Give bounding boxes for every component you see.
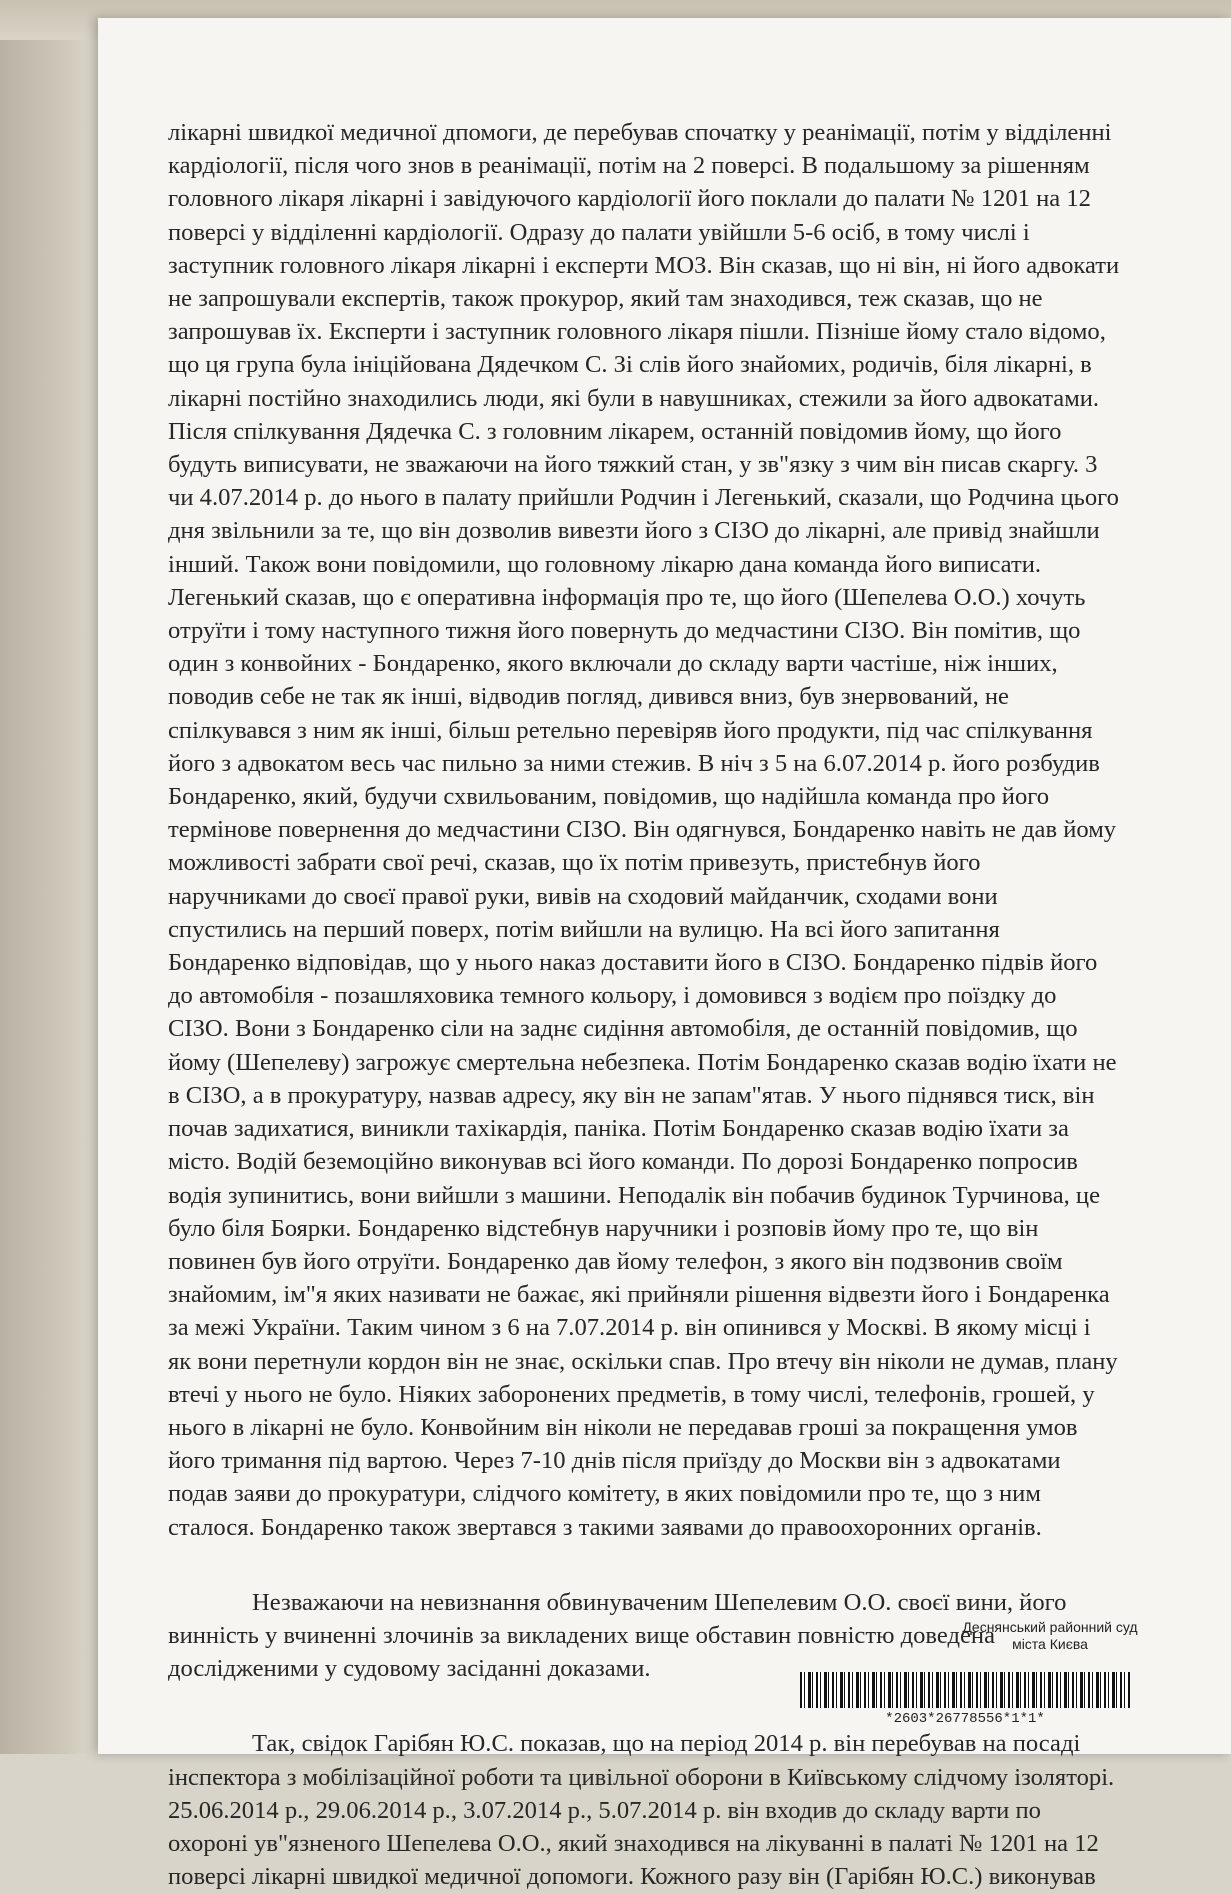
text-line: знайомим, ім"я яких називати не бажає, які прийняли рішення відвезти його і Бондаренка bbox=[168, 1281, 1110, 1309]
text-line: поверсі лікарні швидкої медичної допомоги. Кожного разу він (Гарібян Ю.С.) виконував bbox=[168, 1863, 1096, 1891]
court-city: міста Києва bbox=[1012, 1636, 1088, 1652]
text-line: поводив себе не так як інші, відводив погляд, дивився вниз, був знервований, не bbox=[168, 683, 1009, 711]
court-stamp bbox=[920, 1619, 1180, 1653]
text-line: поверсі у відділенні кардіології. Одразу до палати увійшли 5-6 осіб, в тому числі і bbox=[168, 218, 1030, 246]
document-page bbox=[98, 18, 1231, 1891]
text-line: йому (Шепелеву) загрожує смертельна небезпека. Потім Бондаренко сказав водію їхати не bbox=[168, 1048, 1117, 1076]
text-line: в СІЗО, а в прокуратуру, назвав адресу, яку він не запам"ятав. У нього піднявся тиск, він bbox=[168, 1081, 1095, 1109]
paragraph-spacer bbox=[168, 1544, 1178, 1586]
text-line: не запрошували експертів, також прокурор, який там знаходився, теж сказав, що не bbox=[168, 285, 1043, 313]
text-line: нього в лікарні не було. Конвойним він ніколи не передавав гроші за покращення умов bbox=[168, 1413, 1078, 1441]
paragraph-1-body bbox=[168, 149, 1178, 1544]
text-line: термінове повернення до медчастини СІЗО. Він одягнувся, Бондаренко навіть не дав йому bbox=[168, 816, 1117, 844]
text-line: лікарні швидкої медичної дпомоги, де перебував спочатку у реанімації, потім у відділенні bbox=[168, 119, 1112, 146]
text-line: його тримання під вартою. Через 7-10 днів після приїзду до Москви він з адвокатами bbox=[168, 1447, 1061, 1475]
text-line: дня звільнили за те, що він дозволив вивезти його з СІЗО до лікарні, але привід знайшли bbox=[168, 517, 1100, 545]
text-line: 25.06.2014 р., 29.06.2014 р., 3.07.2014 р., 5.07.2014 р. він входив до складу варти по bbox=[168, 1796, 1041, 1824]
desk-background bbox=[0, 0, 110, 1754]
text-line: охороні ув"язненого Шепелева О.О., який знаходився на лікуванні в палаті № 1201 на 12 bbox=[168, 1829, 1099, 1857]
text-line: можливості забрати свої речі, сказав, що їх потім привезуть, пристебнув його bbox=[168, 849, 981, 877]
text-line: винність у вчиненні злочинів за викладених вище обставин повністю доведена bbox=[168, 1621, 995, 1649]
text-line: що ця група була ініційована Дядечком С. Зі слів його знайомих, родичів, біля лікарні, в bbox=[168, 351, 1092, 379]
text-line: як вони перетнули кордон він не знає, оскільки спав. Про втечу він ніколи не думав, плану bbox=[168, 1347, 1118, 1375]
text-line: лікарні постійно знаходились люди, які були в навушниках, стежили за його адвокатами. bbox=[168, 384, 1100, 412]
text-line: сталося. Бондаренко також звертався з такими заявами до правоохоронних органів. bbox=[168, 1513, 1042, 1541]
text-line: спустились на перший поверх, потім вийшли на вулицю. На всі його запитання bbox=[168, 915, 1000, 943]
text-line: місто. Водій беземоційно виконував всі його команди. По дорозі Бондаренко попросив bbox=[168, 1148, 1078, 1176]
text-line: Незважаючи на невизнання обвинуваченим Шепелевим О.О. своєї вини, його bbox=[252, 1588, 1067, 1616]
text-line: водія зупинитись, вони вийшли з машини. Неподалік він побачив будинок Турчинова, це bbox=[168, 1181, 1101, 1209]
text-line: наручниками до своєї правої руки, вивів на сходовий майданчик, сходами вони bbox=[168, 882, 998, 910]
text-line: один з конвойних - Бондаренко, якого включали до складу варти частіше, ніж інших, bbox=[168, 650, 1058, 678]
text-line: інспектора з мобілізаційної роботи та цивільної оборони в Київському слідчому ізоляторі. bbox=[168, 1763, 1115, 1791]
text-line: СІЗО. Вони з Бондаренко сіли на заднє сидіння автомобіля, де останній повідомив, що bbox=[168, 1015, 1078, 1043]
text-line: Так, свідок Гарібян Ю.С. показав, що на період 2014 р. він перебував на посаді bbox=[252, 1730, 1081, 1758]
text-line: будуть виписувати, не зважаючи на його тяжкий стан, у зв"язку з чим він писав скаргу. 3 bbox=[168, 451, 1098, 479]
text-line: повинен був його отруїти. Бондаренко дав йому телефон, з якого він подзвонив своїм bbox=[168, 1247, 1063, 1275]
court-name: Деснянський районний суд bbox=[962, 1619, 1138, 1635]
text-line: запрошував їх. Експерти і заступник головного лікаря пішли. Пізніше йому стало відомо, bbox=[168, 318, 1106, 346]
text-line: спілкувався з ним як інші, більш ретельно перевіряв його продукти, під час спілкування bbox=[168, 716, 1093, 744]
text-line: Бондаренко, який, будучи схвильованим, повідомив, що надійшла команда про його bbox=[168, 783, 1050, 811]
text-line: до автомобіля - позашляховика темного кольору, і домовився з водієм про поїздку до bbox=[168, 982, 1057, 1010]
text-line: за межі України. Таким чином з 6 на 7.07.2014 р. він опинився у Москві. В якому місці і bbox=[168, 1314, 1091, 1342]
text-line: заступник головного лікаря лікарні і експерти МОЗ. Він сказав, що ні він, ні його адвокати bbox=[168, 251, 1120, 279]
text-line: його з адвокатом весь час пильно за ними стежив. В ніч з 5 на 6.07.2014 р. його розбудив bbox=[168, 749, 1100, 777]
text-line: подав заяви до прокуратури, слідчого комітету, в яких повідомили про те, що з ним bbox=[168, 1480, 1041, 1508]
text-line: було біля Боярки. Бондаренко відстебнув наручники і розповів йому про те, що він bbox=[168, 1214, 1039, 1242]
paragraph-3 bbox=[168, 1727, 1178, 1893]
paragraph-1 bbox=[168, 116, 1178, 149]
text-line: Після спілкування Дядечка С. з головним лікарем, останній повідомив йому, що його bbox=[168, 417, 1062, 445]
text-line: отруїти і тому наступного тижня його повернуть до медчастини СІЗО. Він помітив, що bbox=[168, 617, 1081, 645]
text-line: чи 4.07.2014 р. до нього в палату прийшли Родчин і Легенький, сказали, що Родчина цього bbox=[168, 484, 1119, 512]
text-line: Бондаренко відповідав, що у нього наказ доставити його в СІЗО. Бондаренко підвів його bbox=[168, 949, 1098, 977]
text-line: дослідженими у судовому засіданні доказами. bbox=[168, 1655, 651, 1683]
text-line: головного лікаря лікарні і завідуючого кардіології його поклали до палати № 1201 на 12 bbox=[168, 185, 1091, 213]
text-line: почав задихатися, виникли тахікардія, паніка. Потім Бондаренко сказав водію їхати за bbox=[168, 1115, 1069, 1143]
text-line: втечі у нього не було. Ніяких заборонених предметів, в тому числі, телефонів, грошей, у bbox=[168, 1380, 1095, 1408]
text-line: кардіології, після чого знов в реанімації, потім на 2 поверсі. В подальшому за рішенням bbox=[168, 152, 1090, 180]
text-line: інший. Також вони повідомили, що головному лікарю дана команда його виписати. bbox=[168, 550, 1042, 578]
text-line: Легенький сказав, що є оперативна інформація про те, що його (Шепелева О.О.) хочуть bbox=[168, 583, 1086, 611]
barcode bbox=[800, 1672, 1130, 1708]
barcode-number: *2603*26778556*1*1* bbox=[885, 1711, 1045, 1727]
